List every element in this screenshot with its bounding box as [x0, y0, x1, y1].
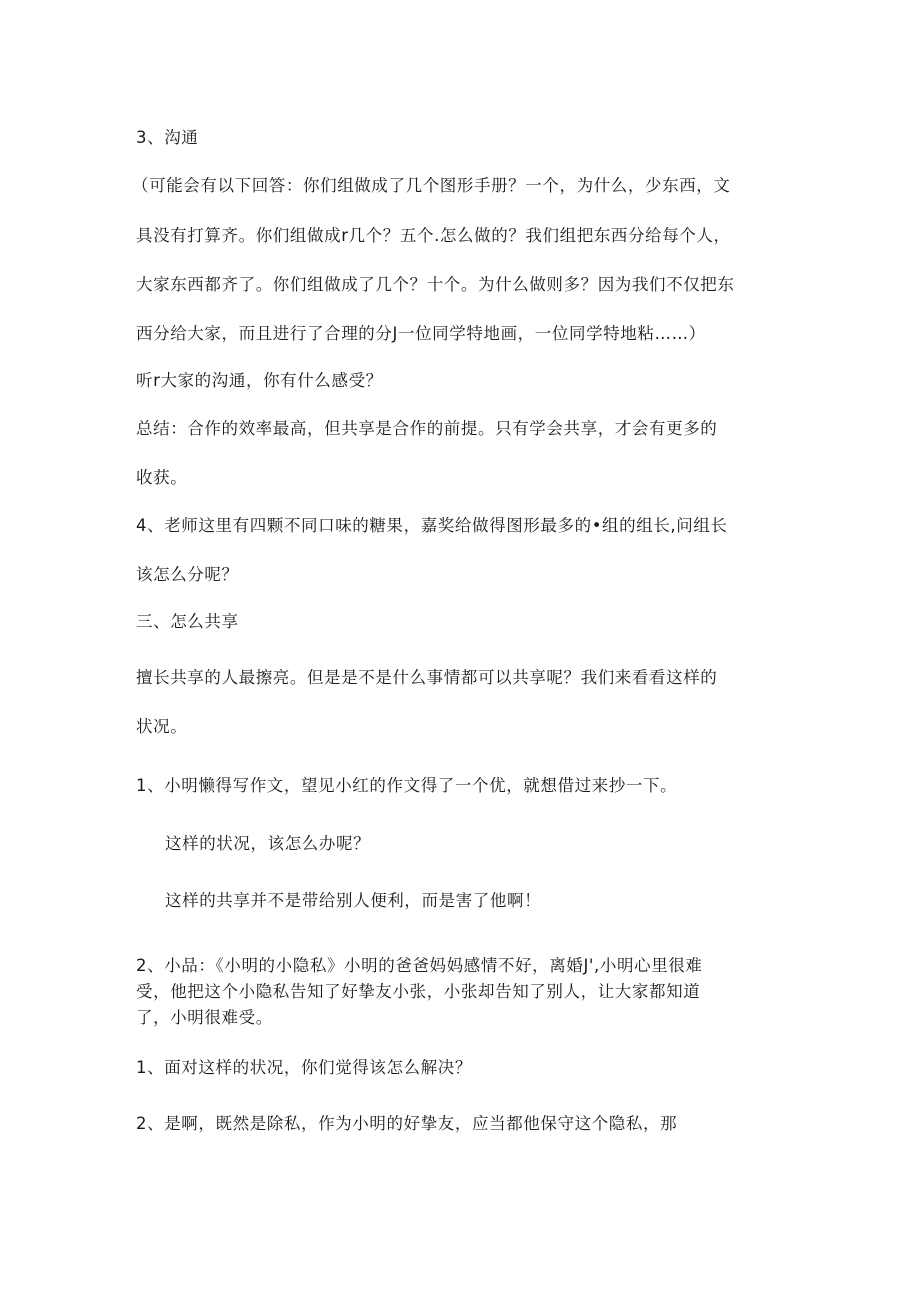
paragraph-line: 受，他把这个小隐私告知了好挚友小张，小张却告知了别人，让大家都知道 [136, 982, 701, 1001]
paragraph-line: （可能会有以下回答：你们组做成了几个图形手册？一个，为什么，少东西，文 [132, 176, 731, 195]
paragraph-line: 西分给大家，而且进行了合理的分J一位同学特地画，一位同学特地粘……） [136, 324, 706, 343]
list-item: 1、小明懒得写作文，望见小红的作文得了一个优，就想借过来抄一下。 [136, 776, 678, 795]
paragraph-line: 具没有打算齐。你们组做成r几个？五个.怎么做的？我们组把东西分给每个人， [136, 226, 731, 245]
paragraph-line: 擅长共享的人最擦亮。但是是不是什么事情都可以共享呢？我们来看看这样的 [136, 668, 718, 687]
list-item: 2、是啊，既然是除私，作为小明的好挚友，应当都他保守这个隐私，那 [136, 1114, 678, 1133]
paragraph-line: 该怎么分呢？ [136, 565, 239, 584]
paragraph-line: 了，小明很难受。 [136, 1008, 273, 1027]
paragraph-line: 4、老师这里有四颗不同口味的糖果，嘉奖给做得图形最多的•组的组长,问组长 [136, 516, 728, 535]
paragraph-line: 这样的共享并不是带给别人便利，而是害了他啊！ [165, 891, 542, 910]
paragraph-line: 大家东西都齐了。你们组做成了几个？十个。为什么做则多？因为我们不仅把东 [136, 275, 735, 294]
section-heading-how-to-share: 三、怎么共享 [136, 612, 239, 631]
paragraph-line: 这样的状况，该怎么办呢？ [165, 834, 371, 853]
paragraph-line: 状况。 [136, 717, 188, 736]
paragraph-line: 收获。 [136, 468, 188, 487]
paragraph-line: 总结：合作的效率最高，但共享是合作的前提。只有学会共享，才会有更多的 [136, 419, 718, 438]
paragraph-line: 听r大家的沟通，你有什么感受？ [136, 371, 383, 390]
list-item: 1、面对这样的状况，你们觉得该怎么解决？ [136, 1058, 472, 1077]
section-heading-communication: 3、沟通 [136, 128, 199, 147]
list-item: 2、小品：《小明的小隐私》小明的爸爸妈妈感情不好，离婚J',小明心里很难 [136, 956, 703, 975]
